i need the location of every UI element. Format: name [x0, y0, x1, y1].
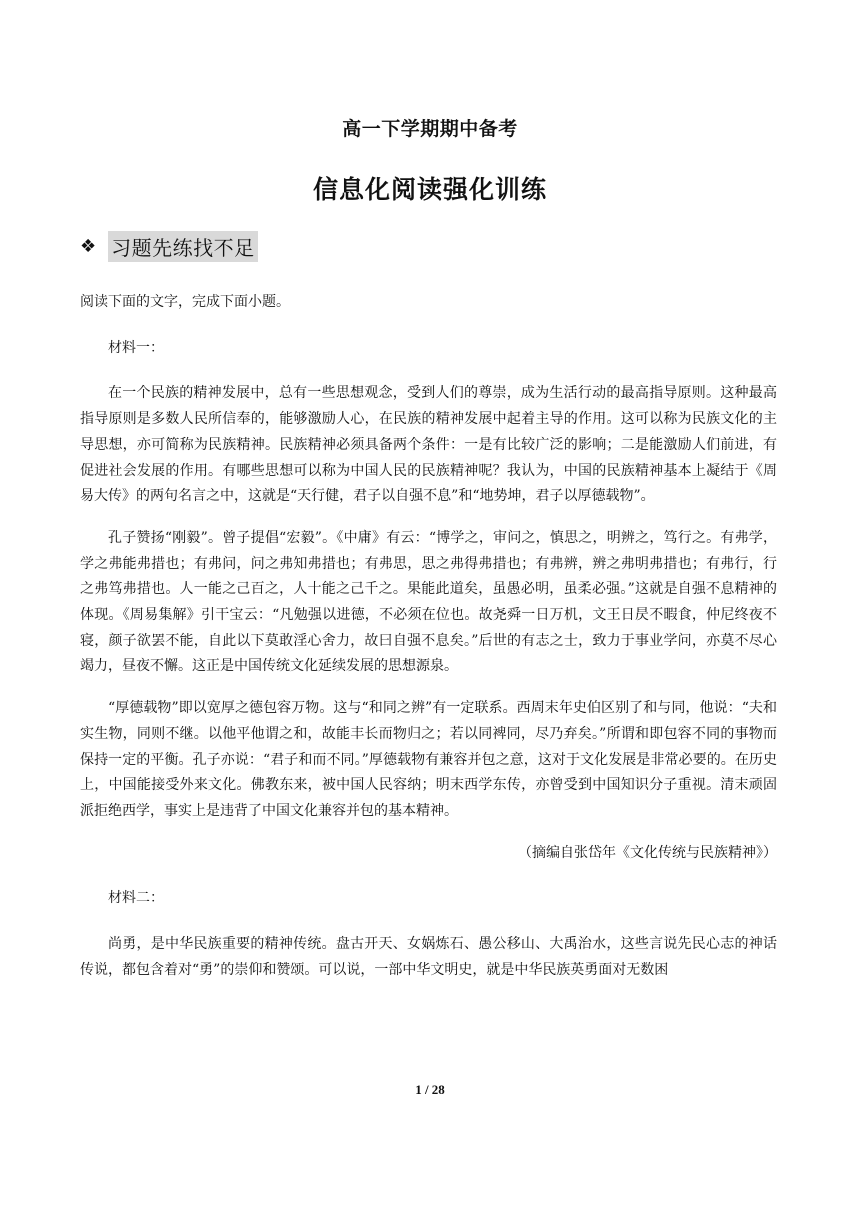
paragraph-1: 在一个民族的精神发展中，总有一些思想观念，受到人们的尊崇，成为生活行动的最高指导原则。这种最高指导原则是多数人民所信奉的，能够激励人心，在民族的精神发展中起着主导的作用。这可以称为民族文化的主导思想，亦可简称为民族精神。民族精神必须具备两个条件：一是有比较广泛的影响；二是能激励人们前进，有促进社会发展的作用。有哪些思想可以称为中国人民的民族精神呢？我认为，中国的民族精神基本上凝结于《周易大传》的两句名言之中，这就是“天行健，君子以自强不息”和“地势坤，君子以厚德载物”。: [80, 385, 777, 505]
source-citation: （摘编自张岱年《文化传统与民族精神》）: [518, 844, 777, 861]
section-heading-label: 习题先练找不足: [108, 231, 258, 262]
document-title: 高一下学期期中备考: [342, 118, 518, 140]
diamond-bullet-icon: ❖: [80, 235, 97, 257]
paragraph-2: 孔子赞扬“刚毅”。曾子提倡“宏毅”。《中庸》有云：“博学之，审问之，慎思之，明辨之，笃行之。有弗学，学之弗能弗措也；有弗问，问之弗知弗措也；有弗思，思之弗得弗措也；有弗辨，辨之弗明弗措也；有弗行，行之弗笃弗措也。人一能之己百之，人十能之己千之。果能此道矣，虽愚必明，虽柔必强。”这就是自强不息精神的体现。《周易集解》引干宝云：“凡勉强以进德，不必须在位也。故尧舜一日万机，文王日昃不暇食，仲尼终夜不寝，颜子欲罢不能，自此以下莫敢淫心舍力，故曰自强不息矣。”后世的有志之士，致力于事业学问，亦莫不尽心竭力，昼夜不懈。这正是中国传统文化延续发展的思想源泉。: [80, 529, 777, 675]
document-subtitle: 信息化阅读强化训练: [312, 175, 547, 204]
paragraph-3: “厚德载物”即以宽厚之德包容万物。这与“和同之辨”有一定联系。西周末年史伯区别了和与同，他说：“夫和实生物，同则不继。以他平他谓之和，故能丰长而物归之；若以同裨同，尽乃弃矣。”所谓和即包容不同的事物而保持一定的平衡。孔子亦说：“君子和而不同。”厚德载物有兼容并包之意，这对于文化发展是非常必要的。在历史上，中国能接受外来文化。佛教东来，被中国人民容纳；明末西学东传，亦曾受到中国知识分子重视。清末顽固派拒绝西学，事实上是违背了中国文化兼容并包的基本精神。: [80, 700, 777, 819]
material-two-label: 材料二：: [108, 890, 164, 907]
page-number: 1 / 28: [415, 1082, 445, 1097]
document-body: [80, 290, 777, 983]
instruction-text: 阅读下面的文字，完成下面小题。: [80, 294, 290, 310]
paragraph-4: 尚勇，是中华民族重要的精神传统。盘古开天、女娲炼石、愚公移山、大禹治水，这些言说先民心志的神话传说，都包含着对“勇”的崇仰和赞颂。可以说，一部中华文明史，就是中华民族英勇面对无数困: [80, 936, 777, 978]
material-one-label: 材料一：: [108, 339, 164, 356]
section-heading: [80, 230, 258, 262]
